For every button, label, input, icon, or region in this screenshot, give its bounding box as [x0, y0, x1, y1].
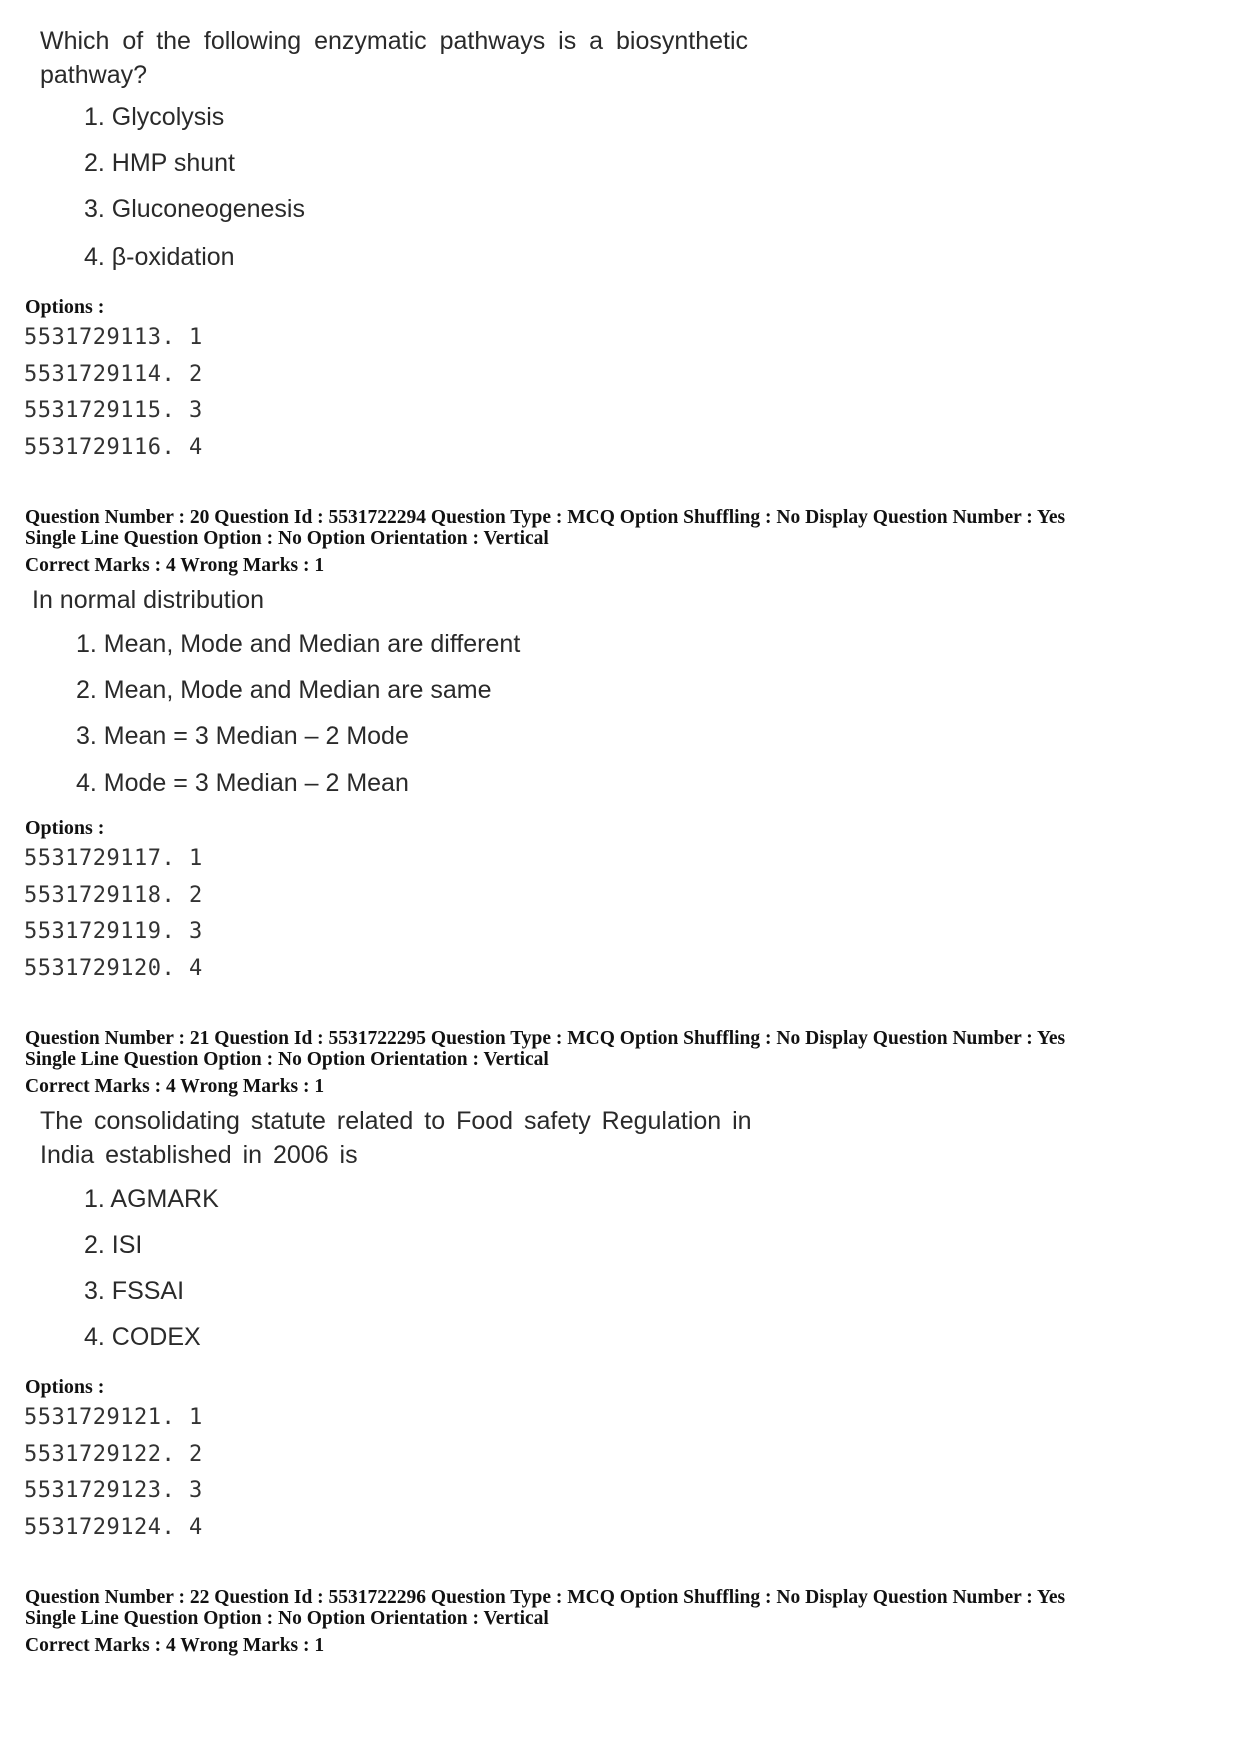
question-22-marks: Correct Marks : 4 Wrong Marks : 1 — [25, 1635, 325, 1656]
question-21-meta-line-2: Single Line Question Option : No Option Orientation : Vertical — [25, 1049, 549, 1070]
question-20-header — [25, 507, 1065, 576]
question-21-choice-1: 1. AGMARK — [84, 1185, 219, 1213]
question-21-option-4: 5531729124. 4 — [24, 1514, 203, 1540]
question-19-option-3: 5531729115. 3 — [24, 398, 203, 424]
question-20-option-2: 5531729118. 2 — [24, 882, 203, 908]
question-20-meta-line-1: Question Number : 20 Question Id : 5531722294 Question Type : MCQ Option Shuffling : No Display Question Number : Yes — [25, 507, 1066, 528]
question-19-choice-2: 2. HMP shunt — [84, 149, 236, 177]
question-21-stem-line-1: The consolidating statute related to Food safety Regulation in — [40, 1107, 752, 1135]
question-21-options-list — [24, 1400, 203, 1546]
question-20-stem — [32, 583, 520, 617]
question-21-option-1: 5531729121. 1 — [24, 1405, 203, 1430]
question-21-header — [25, 1028, 1065, 1097]
question-21-stem — [40, 1104, 752, 1172]
question-20-options-label: Options : — [25, 817, 105, 839]
question-19-choices — [84, 102, 748, 272]
question-21-choice-4: 4. CODEX — [84, 1323, 201, 1351]
question-19-option-4: 5531729116. 4 — [24, 434, 203, 460]
question-19-options-list — [24, 320, 203, 466]
question-20-marks: Correct Marks : 4 Wrong Marks : 1 — [25, 555, 325, 576]
question-20-options-list — [24, 841, 203, 987]
question-19-choice-1: 1. Glycolysis — [84, 103, 225, 131]
question-19-option-2: 5531729114. 2 — [24, 361, 203, 387]
question-21-option-2: 5531729122. 2 — [24, 1441, 203, 1467]
question-20-choice-4: 4. Mode = 3 Median – 2 Mean — [76, 769, 409, 797]
question-21-meta-line-1: Question Number : 21 Question Id : 5531722295 Question Type : MCQ Option Shuffling : No Display Question Number : Yes — [25, 1028, 1066, 1049]
question-21-choice-3: 3. FSSAI — [84, 1277, 185, 1305]
question-20-option-1: 5531729117. 1 — [24, 846, 203, 871]
question-22-header — [25, 1587, 1065, 1656]
question-21-marks: Correct Marks : 4 Wrong Marks : 1 — [25, 1076, 325, 1097]
question-21-stem-line-2: India established in 2006 is — [40, 1141, 358, 1169]
question-19-stem-line-1: Which of the following enzymatic pathways is a biosynthetic — [40, 27, 749, 55]
question-19-choice-4: 4. β-oxidation — [84, 243, 235, 271]
question-19-stem — [40, 24, 748, 92]
question-19-option-1: 5531729113. 1 — [24, 325, 203, 350]
question-20-option-4: 5531729120. 4 — [24, 955, 203, 981]
question-20-meta-line-2: Single Line Question Option : No Option Orientation : Vertical — [25, 528, 549, 549]
question-22-meta-line-2: Single Line Question Option : No Option Orientation : Vertical — [25, 1608, 549, 1629]
question-21-option-3: 5531729123. 3 — [24, 1478, 203, 1504]
question-20-choice-3: 3. Mean = 3 Median – 2 Mode — [76, 722, 409, 750]
question-22-meta-line-1: Question Number : 22 Question Id : 5531722296 Question Type : MCQ Option Shuffling : No Display Question Number : Yes — [25, 1587, 1066, 1608]
question-21-content — [40, 1104, 752, 1352]
question-19-content — [40, 24, 748, 272]
question-20-choice-2: 2. Mean, Mode and Median are same — [76, 676, 492, 704]
question-20-choices — [76, 629, 520, 798]
question-19-options-label: Options : — [25, 296, 105, 318]
question-19-choice-3: 3. Gluconeogenesis — [84, 195, 305, 223]
question-19-stem-line-2: pathway? — [40, 61, 148, 89]
question-20-content — [32, 583, 520, 798]
question-20-choice-1: 1. Mean, Mode and Median are different — [76, 630, 521, 658]
question-21-choice-2: 2. ISI — [84, 1231, 143, 1259]
question-21-options-label: Options : — [25, 1376, 105, 1398]
question-20-stem-line-1: In normal distribution — [32, 586, 265, 614]
question-21-choices — [84, 1184, 752, 1352]
question-20-option-3: 5531729119. 3 — [24, 919, 203, 945]
